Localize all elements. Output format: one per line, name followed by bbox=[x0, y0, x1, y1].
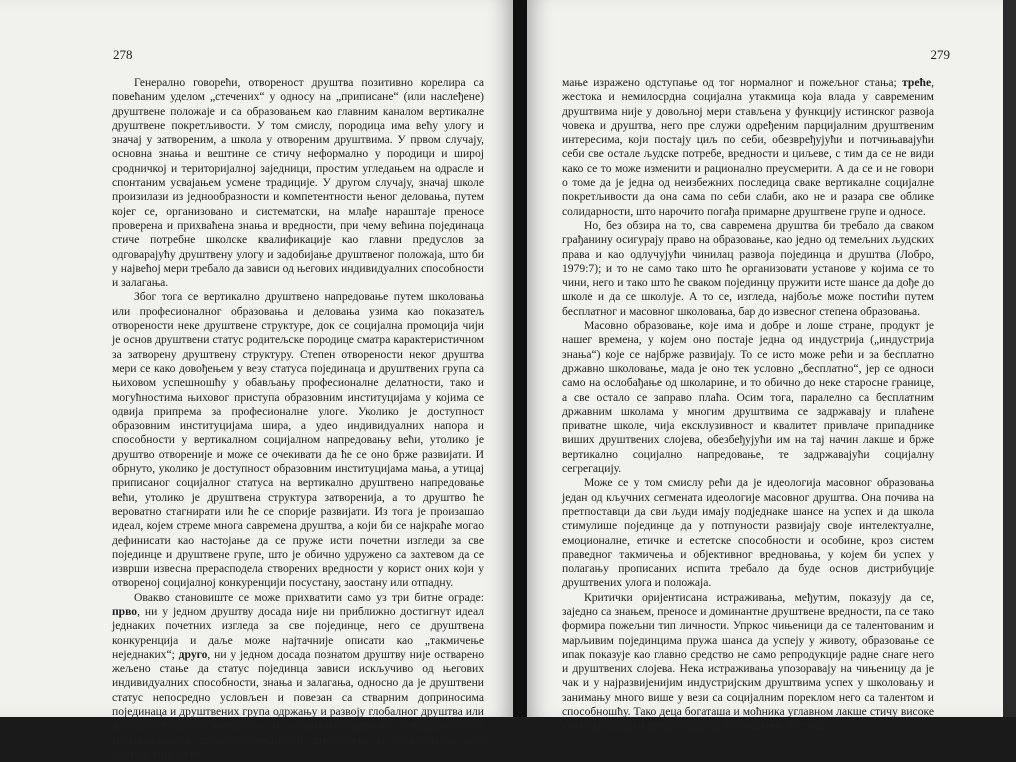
paragraph: Генерално говорећи, отвореност друштва позитивно корелира са повећаним уделом „стечених“ у односу на „приписане“ (или наслеђене) друштвене положаје и са образовањем као главним каналом вертикалне друштвене покретљивости. У том смислу, породица има већу улогу и значај у затвореним, а школа у отвореним друштвима. У првом случају, основна знања и вештине се стичу неформално у породици и широј сродничкој и територијалној заједници, простим угледањем на одрасле и спонтаним усвајањем усмене традиције. У другом случају, значај школе произилази из једнообразности и компетентности њеног деловања, путем којег се, организовано и систематски, на млађе нараштаје преносе проверена и прихваћена знања и вредности, при чему већина појединаца стиче потребне школске квалификације као главни предуслов за одговарајућу друштвену улогу и задобијање друштвеног положаја, што би у највећој мери требало да зависи од његових индивидуалних способности и залагања. bbox=[112, 76, 484, 290]
right-page-text bbox=[562, 76, 934, 734]
page-edge bbox=[1003, 0, 1016, 717]
paragraph: Може се у том смислу рећи да је идеологија масовног образовања један од кључних сегмената идеологије масовног друштва. Она почива на претпоставци да сви људи имају подједнаке шансе на успех и да школа стимулише појединце да у потпуности развијају своје интелектуалне, емоционалне, етичке и естетске способности и особине, кроз систем праведног такмичења и објективног вредновања, у којем би успех у полагању прописаних испита требало да буде основ дистрибуције друштвених улога и положаја. bbox=[562, 476, 934, 590]
paragraph bbox=[562, 76, 934, 219]
paragraph: Критички оријентисана истраживања, међутим, показују да се, заједно са знањем, преносе и доминантне друштвене вредности, па се тако формира пожељни тип личности. Упркос чињеници да се талентованим и марљивим појединцима пружа шанса да успеју у животу, образовање се ипак показује као главно средство не само репродукције радне снаге него и друштвених слојева. Нека истраживања упозоравају на чињеницу да је чак и у најразвијенијим индустријским друштвима успех у школовању и занимању много више у вези са социјалним пореклом него са талентом и способношћу. Тако деца богаташа и моћника углавном лакше стичу високе квалификације и пре добијају добро плаћене послове bbox=[562, 590, 934, 733]
book-gutter bbox=[513, 0, 527, 717]
right-page bbox=[527, 0, 1003, 733]
paragraph-segment: , ни у једном досада познатом друштву није остварено жељено стање да статус појединца зависи искључиво од његових индивидуалних способности, знања и залагања, односно да је друштвени статус непосредно условљен и повезан са стварним доприносима појединаца и друштвених група одржању и развоју глобалног друштва или његових појединих сегмената, тј. са њиховим уделом у стварању нових материјалних и духовних вредности, што значи да у сваком од њих постоји више или bbox=[112, 647, 484, 761]
paragraph bbox=[112, 591, 484, 762]
paragraph-segment: мање изражено одступање од тог нормалног и пожељног стања; bbox=[562, 76, 897, 89]
left-page-text bbox=[112, 76, 484, 762]
paragraph: Масовно образовање, које има и добре и лоше стране, продукт је нашег времена, у којем оно постаје једна од индустрија („индустрија знања“) које се најбрже развијају. То се исто може рећи и за бесплатно државно школовање, мада је оно тек условно „бесплатно“, јер се односи само на ослобађање од школарине, и то обично до неке старосне границе, а све остало се заправо плаћа. Осим тога, паралелно са бесплатним државним школама у многим друштвима се задржавају и плаћене приватне школе, чија ексклузивност и квалитет привлаче припаднике виших друштвених слојева, обезбеђујући им на тај начин лакше и брже вертикално социјално напредовање, те задржавајући социјалну сегрегацију. bbox=[562, 319, 934, 476]
paragraph-segment: , ни у једном друштву досада није ни приближно достигнут идеал једнаких почетних изгледа за све појединце, него се друштвена конкуренција и даље може најтачније описати као „такмичење неједнаких“; bbox=[112, 604, 484, 661]
page-number: 279 bbox=[930, 47, 950, 62]
paragraph-segment: , жестока и немилосрдна социјална утакмица која влада у савременим друштвима није у довољној мери стављена у функцију истинског развоја човека и друштва, него пре служи одређеним парцијалним друштвеним интересима, који постају циљ по себи, обезвређујући и потчињавајући себи све остале људске потребе, вредности и циљеве, с тим да се не види како се то може изменити и рационално преусмерити. А да се и не говори о томе да је једна од неизбежних последица сваке вертикалне социјалне покретљивости да она сама по себи слаби, ако не и разара све облике солидарности, што нарочито погађа примарне друштвене групе и односе. bbox=[562, 76, 934, 218]
bold-term-third: треће bbox=[902, 76, 932, 89]
paragraph: Због тога се вертикално друштвено напредовање путем школовања или професионалног образовања и деловања узима као показатељ отворености неке друштвене структуре, док се социјална промоција чији је основ друштвени статус родитељске породице сматра карактеристичном за затворену друштвену структуру. Степен отворености неког друштва мери се како довођењем у везу статуса појединаца и друштвених група са њиховом успешношћу у обављању професионалне делатности, тако и могућностима њиховог приступа образовним институцијама у којима се одвија припрема за професионалне улоге. Уколико је доступност образовним институцијама шира, а удео индивидуалних напора и способности у вертикалном социјалном напредовању већи, утолико је друштво отвореније и може се очекивати да ће се оно брже развијати. И обрнуто, уколико је доступност образовним институцијама мања, а утицај приписаног социјалног статуса на вертикално друштвено напредовање већи, утолико је друштвена структура затворенија, а то друштво ће вероватно стагнирати или ће се спорије развијати. Из тога је произашао идеал, којем стреме многа савремена друштва, а који би се најкраће могао дефинисати као настојање да се пруже исти почетни изгледи за све појединце и друштвене групе, што је обично удружено са захтевом да се изврши извесна прерасподела створених вредности у корист оних који у отвореној социјалној конкуренцији посустану, заостану или отпадну. bbox=[112, 290, 484, 590]
paragraph-intro: Овакво становиште се може прихватити само уз три битне ограде: bbox=[134, 590, 484, 604]
bold-term-second: друго bbox=[178, 647, 208, 661]
paragraph: Но, без обзира на то, сва савремена друштва би требало да сваком грађанину осигурају право на образовање, као једно од темељних људских права и као одлучујући чинилац развоја појединца и друштва (Лобро, 1979:7); и то не само тако што ће организовати установе у којима се то чини, него и тако што ће сваком појединцу пружити исте шансе да дође до школе и да се школује. А то се, изгледа, најбоље може постићи путем бесплатног и масовног школовања, бар до извесног степена образовања. bbox=[562, 218, 934, 318]
bold-term-first: прво bbox=[112, 604, 138, 618]
page-number: 278 bbox=[113, 47, 133, 62]
